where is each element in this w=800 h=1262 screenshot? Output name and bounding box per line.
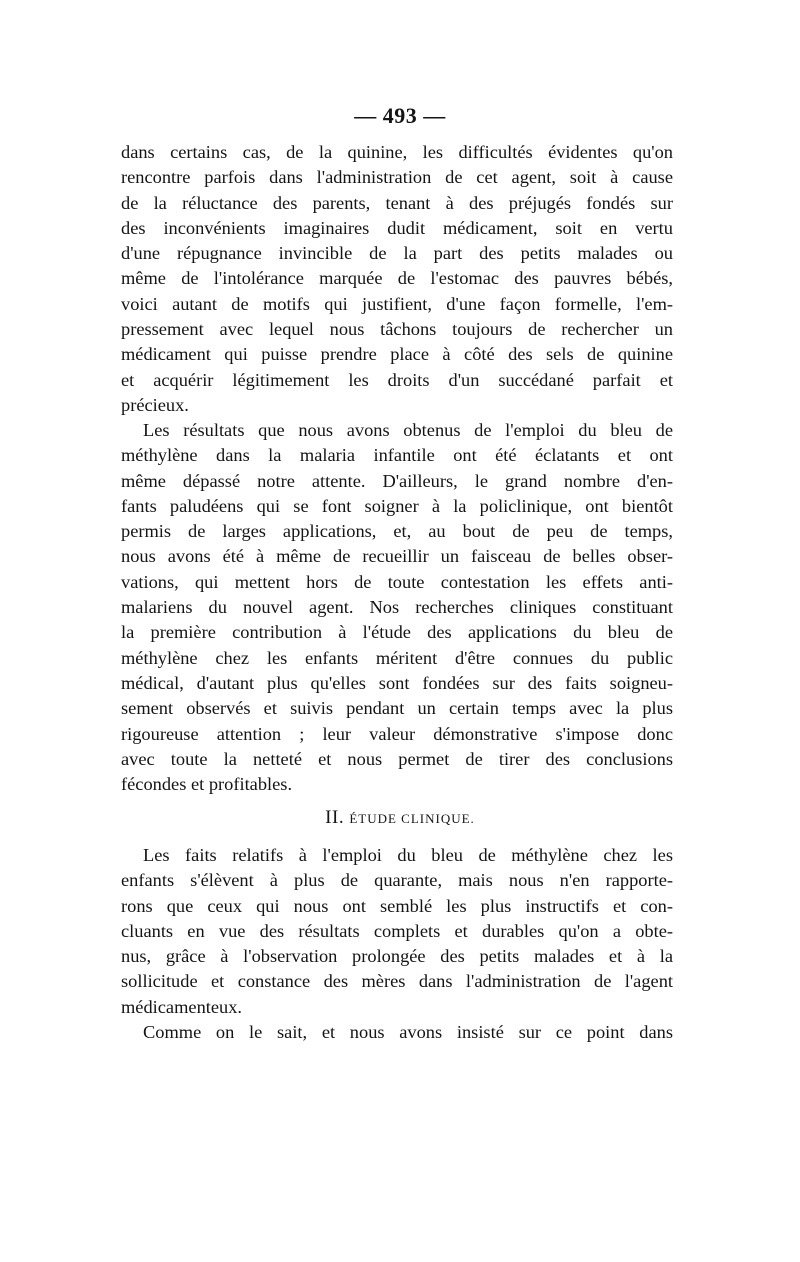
page-number: — 493 — xyxy=(354,103,446,128)
section-heading xyxy=(0,806,800,831)
text-line: médicamenteux. xyxy=(121,996,243,1017)
text-line: permis de larges applications, et, au bout de peu de temps, xyxy=(121,521,673,542)
text-line: pressement avec lequel nous tâchons toujours de rechercher un xyxy=(121,319,673,340)
paragraph-4 xyxy=(121,1020,673,1045)
paragraph-3 xyxy=(121,843,673,1020)
text-line: voici autant de motifs qui justifient, d'une façon formelle, l'em- xyxy=(121,293,673,314)
text-line: rencontre parfois dans l'administration de cet agent, soit à cause xyxy=(121,167,673,188)
text-line: la première contribution à l'étude des applications du bleu de xyxy=(121,622,673,643)
text-line: sement observés et suivis pendant un certain temps avec la plus xyxy=(121,698,673,719)
text-line: vations, qui mettent hors de toute contestation les effets anti- xyxy=(121,571,673,592)
text-line: médicament qui puisse prendre place à côté des sels de quinine xyxy=(121,344,673,365)
text-line: cluants en vue des résultats complets et durables qu'on a obte- xyxy=(121,920,673,941)
text-line: et acquérir légitimement les droits d'un succédané parfait et xyxy=(121,369,673,390)
section-title: ÉTUDE CLINIQUE. xyxy=(349,811,475,826)
text-line: fants paludéens qui se font soigner à la policlinique, ont bientôt xyxy=(121,495,673,516)
text-line: Comme on le sait, et nous avons insisté sur ce point dans xyxy=(143,1022,673,1042)
text-line: méthylène chez les enfants méritent d'être connues du public xyxy=(121,647,673,668)
text-line: fécondes et profitables. xyxy=(121,774,293,795)
text-line: méthylène dans la malaria infantile ont été éclatants et ont xyxy=(121,445,673,466)
section-numeral: II. xyxy=(325,807,345,828)
paragraph-2 xyxy=(121,418,673,797)
text-line: Les résultats que nous avons obtenus de l'emploi du bleu de xyxy=(143,420,673,440)
text-line: nus, grâce à l'observation prolongée des petits malades et à la xyxy=(121,946,673,967)
text-line: Les faits relatifs à l'emploi du bleu de méthylène chez les xyxy=(143,845,673,865)
text-line: médical, d'autant plus qu'elles sont fondées sur des faits soigneu- xyxy=(121,672,673,693)
paragraph-1 xyxy=(121,140,673,418)
text-line: même dépassé notre attente. D'ailleurs, le grand nombre d'en- xyxy=(121,470,673,491)
text-line: de la réluctance des parents, tenant à des préjugés fondés sur xyxy=(121,192,673,213)
text-line: même de l'intolérance marquée de l'estomac des pauvres bébés, xyxy=(121,268,673,289)
text-line: sollicitude et constance des mères dans l'administration de l'agent xyxy=(121,971,673,992)
text-line: rigoureuse attention ; leur valeur démonstrative s'impose donc xyxy=(121,723,673,744)
text-line: des inconvénients imaginaires dudit médicament, soit en vertu xyxy=(121,217,673,238)
text-line: malariens du nouvel agent. Nos recherches cliniques constituant xyxy=(121,597,673,618)
text-line: d'une répugnance invincible de la part des petits malades ou xyxy=(121,243,673,264)
text-line: précieux. xyxy=(121,394,189,415)
text-line: avec toute la netteté et nous permet de tirer des conclusions xyxy=(121,748,673,769)
text-line: nous avons été à même de recueillir un faisceau de belles obser- xyxy=(121,546,673,567)
text-line: rons que ceux qui nous ont semblé les plus instructifs et con- xyxy=(121,895,673,916)
text-line: dans certains cas, de la quinine, les difficultés évidentes qu'on xyxy=(121,142,673,162)
text-line: enfants s'élèvent à plus de quarante, mais nous n'en rapporte- xyxy=(121,870,673,891)
